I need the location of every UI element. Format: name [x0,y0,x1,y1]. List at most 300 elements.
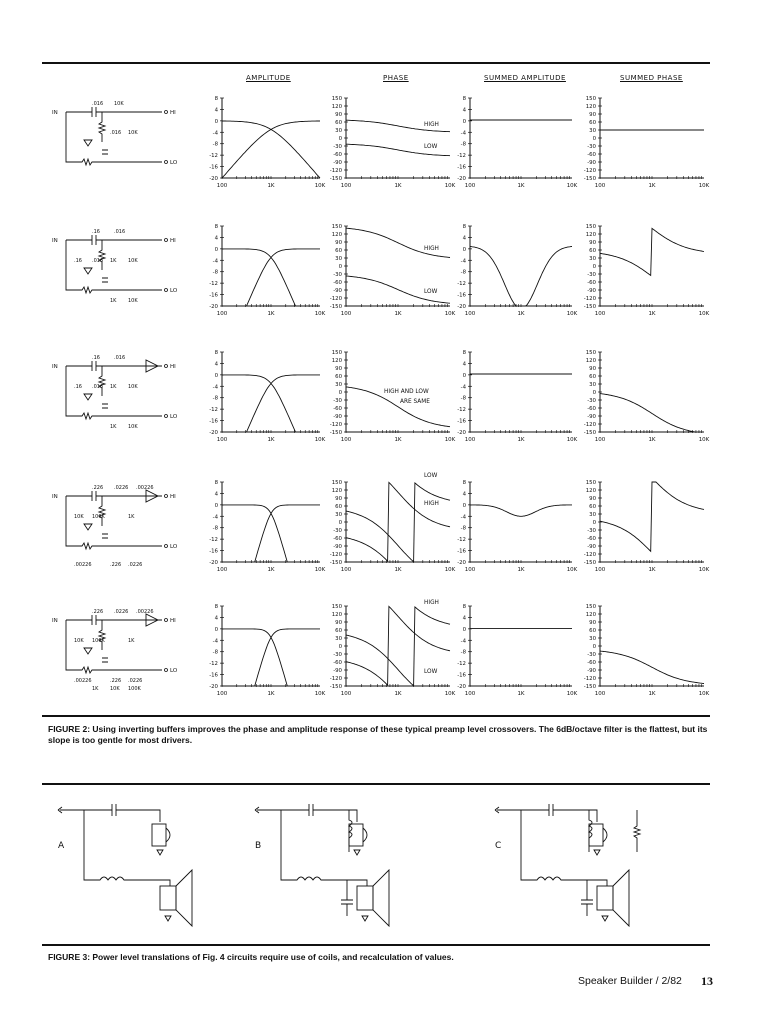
phase-3-ytick-label: -60 [333,406,342,412]
amplitude-3-ytick-label: -20 [209,430,218,436]
figure-3-tweeter-dome [166,828,170,842]
figure-3-label-c: C [495,841,502,851]
summed-phase-5-ytick-label: -30 [587,652,596,658]
figure-3-low-path [84,810,170,886]
summed-phase-4-ytick-label: -150 [583,560,596,566]
phase-low-label: LOW [424,473,438,479]
summed-phase-4-ytick-label: 60 [589,504,596,510]
crossover-schematic-2 [52,229,178,304]
schematic-part-value: 10K [128,298,138,304]
figure-3-low-path [281,810,367,886]
phase-2-ytick-label: -90 [333,288,342,294]
summed-phase-2-ytick-label: -150 [583,304,596,310]
schematic-part-value: 1K [128,638,135,644]
summed-amplitude-2-axes [470,226,572,306]
phase-1-ytick-label: -120 [329,168,342,174]
summed-amplitude-2-ytick-label: -16 [457,292,466,299]
phase-2-xtick-label: 100 [340,311,352,317]
summed-phase-5-ytick-label: 150 [585,604,596,610]
summed-phase-5-ytick-label: -120 [583,676,596,682]
schematic-part-value: .00226 [136,609,154,615]
figure-3-woofer-magnet [597,886,613,910]
summed-phase-1-ytick-label: 120 [585,104,596,110]
summed-phase-4-ytick-label: -90 [587,544,596,550]
phase-5-xtick-label: 10K [444,691,456,697]
summed-amplitude-2-ytick-label: -8 [460,269,466,276]
summed-amplitude-1-axes [470,98,572,178]
schematic-capacitor [102,658,108,662]
summed-amplitude-5-ytick-label: -16 [457,672,466,679]
summed-amplitude-4-ytick-label: 4 [462,491,466,498]
crossover-schematic-5 [52,609,178,692]
phase-2-ytick-label: -30 [333,272,342,278]
schematic-lo-label: LO [170,288,178,294]
figure-3-circuits [0,790,781,950]
amplitude-2-axes [222,226,320,306]
schematic-hi-terminal [165,365,168,368]
phase-2-xtick-label: 1K [394,311,402,317]
amplitude-5-ytick-label: -4 [212,638,218,645]
summed-phase-1-ytick-label: -120 [583,168,596,174]
schematic-input-label: IN [52,618,58,624]
schematic-part-value: .0226 [114,609,129,615]
figure-3-low-capacitor [341,880,353,916]
schematic-hi-label: HI [170,110,176,116]
crossover-schematic-4 [52,485,178,568]
amplitude-5-xtick-label: 10K [314,691,326,697]
summed-phase-1-ytick-label: 150 [585,96,596,102]
amplitude-1-ytick-label: -8 [212,141,218,148]
figure-3-circuit-a [58,804,192,926]
figure-3-label-b: B [255,841,262,851]
summed-phase-2-ytick-label: 90 [589,240,596,246]
summed-phase-2-ytick-label: -30 [587,272,596,278]
schematic-part-value: 1K [110,258,117,264]
summed-phase-3-ytick-label: -90 [587,414,596,420]
amplitude-2-xtick-label: 10K [314,311,326,317]
summed-amplitude-4-ytick-label: -8 [460,525,466,532]
schematic-resistor [99,620,105,650]
summed-amplitude-3-ytick-label: -20 [457,430,466,436]
summed-phase-1-xtick-label: 100 [594,183,606,189]
schematic-capacitor [102,278,108,282]
figure-3-input-wire [495,807,549,813]
summed-phase-1-ytick-label: -90 [587,160,596,166]
summed-amplitude-2-ytick-label: -12 [457,281,466,288]
summed-amplitude-4-ytick-label: -12 [457,537,466,544]
summed-amplitude-5-xtick-label: 10K [566,691,578,697]
schematic-hi-terminal [165,619,168,622]
schematic-lo-terminal [165,669,168,672]
summed-phase-4-ytick-label: -30 [587,528,596,534]
figure-3-input-wire [58,807,112,813]
summed-phase-5-ytick-label: 120 [585,612,596,618]
schematic-part-value: 1K [110,298,117,304]
phase-4-ytick-label: -90 [333,544,342,550]
amplitude-1-ytick-label: 4 [214,107,218,114]
crossover-schematic-3 [52,355,178,430]
summed-phase-4-ytick-label: 30 [589,512,596,518]
summed-amplitude-2-xtick-label: 100 [464,311,476,317]
summed-amplitude-5-ytick-label: 8 [462,604,466,610]
amplitude-1-axes [222,98,320,178]
amplitude-3-ytick-label: 0 [214,372,218,379]
summed-amplitude-5-ytick-label: -8 [460,649,466,656]
phase-2-ytick-label: 150 [331,224,342,230]
summed-amplitude-5-xtick-label: 100 [464,691,476,697]
phase-5-ytick-label: 150 [331,604,342,610]
summed-phase-4-ytick-label: -60 [587,536,596,542]
phase-3-ytick-label: -30 [333,398,342,404]
amplitude-4-ytick-label: 4 [214,491,218,498]
column-header-summed-amplitude: SUMMED AMPLITUDE [484,74,566,82]
summed-amplitude-5-xtick-label: 1K [517,691,525,697]
phase-4-ytick-label: -120 [329,552,342,558]
figure-3-capacitor [309,804,313,816]
summed-phase-curve [600,651,704,684]
summed-phase-2-ytick-label: -90 [587,288,596,294]
summed-amplitude-2-xtick-label: 10K [566,311,578,317]
summed-phase-5-ytick-label: -60 [587,660,596,666]
phase-3-ytick-label: -120 [329,422,342,428]
schematic-part-value: .00226 [74,678,92,684]
amplitude-4-ytick-label: -20 [209,560,218,566]
figure-3-tweeter-dome [603,828,607,842]
summed-phase-1-ytick-label: 60 [589,120,596,126]
phase-1-ytick-label: -90 [333,160,342,166]
phase-1-xtick-label: 100 [340,183,352,189]
phase-1-xtick-label: 1K [394,183,402,189]
graph-row-5 [52,600,710,697]
schematic-part-value: .016 [114,229,126,235]
amplitude-2-ytick-label: -4 [212,258,218,265]
amplitude-2-xtick-label: 1K [267,311,275,317]
footer-publication: Speaker Builder / 2/82 [578,975,682,987]
figure-3-low-capacitor [581,880,593,916]
summed-phase-1-ytick-label: -150 [583,176,596,182]
schematic-hi-label: HI [170,364,176,370]
amplitude-4-xtick-label: 100 [216,567,228,573]
schematic-part-value: .016 [92,384,104,390]
amplitude-5-xtick-label: 100 [216,691,228,697]
phase-low-label: LOW [424,289,438,295]
phase-4-ytick-label: -150 [329,560,342,566]
phase-5-xtick-label: 1K [394,691,402,697]
summed-phase-2-xtick-label: 10K [698,311,710,317]
summed-amplitude-4-ytick-label: 0 [462,502,466,509]
summed-amplitude-4-ytick-label: -20 [457,560,466,566]
schematic-low-branch [66,366,162,419]
graph-row-3 [52,350,710,443]
phase-5-xtick-label: 100 [340,691,352,697]
summed-phase-curve [600,228,704,275]
amplitude-highpass-curve [222,121,320,178]
schematic-part-value: .226 [92,485,104,491]
amplitude-3-ytick-label: 8 [214,350,218,356]
figure-3-woofer-cone [176,870,192,926]
phase-2-ytick-label: -120 [329,296,342,302]
summed-amplitude-3-xtick-label: 1K [517,437,525,443]
schematic-part-value: .00226 [136,485,154,491]
figure-3-caption-rule [42,944,710,946]
summed-amplitude-3-ytick-label: -12 [457,407,466,414]
summed-phase-2-xtick-label: 100 [594,311,606,317]
schematic-part-value: .016 [92,258,104,264]
amplitude-highpass-curve [222,375,320,432]
schematic-part-value: .226 [92,609,104,615]
phase-4-xtick-label: 100 [340,567,352,573]
figure-3-high-wire [116,810,160,822]
schematic-part-value: 10K [74,514,84,520]
amplitude-1-xtick-label: 1K [267,183,275,189]
schematic-part-value: .226 [110,562,122,568]
amplitude-highpass-curve [222,505,320,562]
phase-4-xtick-label: 1K [394,567,402,573]
summed-amplitude-2-ytick-label: 4 [462,235,466,242]
phase-3-xtick-label: 10K [444,437,456,443]
schematic-part-value: .00226 [74,562,92,568]
summed-amplitude-3-xtick-label: 10K [566,437,578,443]
schematic-resistor [99,496,105,526]
summed-amplitude-4-xtick-label: 100 [464,567,476,573]
schematic-resistor [99,366,105,396]
schematic-part-value: .16 [92,229,100,235]
phase-3-xtick-label: 100 [340,437,352,443]
schematic-part-value: 10K [128,384,138,390]
amplitude-5-ytick-label: -8 [212,649,218,656]
summed-amplitude-2-ytick-label: 0 [462,246,466,253]
schematic-capacitor [102,534,108,538]
summed-phase-3-ytick-label: -120 [583,422,596,428]
summed-phase-5-axes [600,606,704,686]
schematic-hi-terminal [165,239,168,242]
schematic-lo-terminal [165,545,168,548]
amplitude-3-ytick-label: -12 [209,407,218,414]
phase-3-ytick-label: -150 [329,430,342,436]
phase-3-ytick-label: -90 [333,414,342,420]
schematic-lo-terminal [165,161,168,164]
schematic-input-label: IN [52,364,58,370]
summed-phase-3-ytick-label: -150 [583,430,596,436]
figure-3-woofer-magnet [160,886,176,910]
amplitude-3-ytick-label: 4 [214,361,218,368]
amplitude-3-xtick-label: 1K [267,437,275,443]
phase-2-ytick-label: 60 [335,248,342,254]
figure-3-low-path [521,810,607,886]
amplitude-2-ytick-label: 4 [214,235,218,242]
phase-both-label-2: ARE SAME [400,399,430,405]
figure-3-capacitor [549,804,553,816]
summed-phase-4-ytick-label: -120 [583,552,596,558]
schematic-part-value: 100K [92,638,105,644]
summed-phase-3-xtick-label: 10K [698,437,710,443]
phase-4-ytick-label: 90 [335,496,342,502]
schematic-part-value: 10K [114,101,124,107]
amplitude-4-ytick-label: 8 [214,480,218,486]
schematic-capacitor [102,404,108,408]
summed-phase-5-ytick-label: -90 [587,668,596,674]
figure-3-top-rule [42,783,710,785]
amplitude-5-ytick-label: -16 [209,672,218,679]
schematic-part-value: .16 [74,258,82,264]
phase-1-ytick-label: -30 [333,144,342,150]
column-header-amplitude: AMPLITUDE [246,74,291,82]
figure-3-tweeter-box [152,824,166,846]
phase-5-ytick-label: 90 [335,620,342,626]
amplitude-2-ytick-label: -16 [209,292,218,299]
summed-amplitude-5-ytick-label: -4 [460,638,466,645]
summed-phase-curve [600,482,704,551]
schematic-part-value: 10K [128,258,138,264]
schematic-part-value: .0226 [128,678,143,684]
summed-phase-4-xtick-label: 100 [594,567,606,573]
summed-phase-2-ytick-label: -60 [587,280,596,286]
schematic-input-label: IN [52,110,58,116]
schematic-hi-terminal [165,495,168,498]
summed-amplitude-3-ytick-label: -8 [460,395,466,402]
amplitude-3-ytick-label: -16 [209,418,218,425]
schematic-part-value: 10K [74,638,84,644]
amplitude-3-xtick-label: 10K [314,437,326,443]
amplitude-1-ytick-label: -16 [209,164,218,171]
amplitude-5-axes [222,606,320,686]
phase-2-xtick-label: 10K [444,311,456,317]
phase-1-ytick-label: 60 [335,120,342,126]
amplitude-4-axes [222,482,320,562]
phase-5-ytick-label: 120 [331,612,342,618]
amplitude-3-ytick-label: -8 [212,395,218,402]
summed-phase-2-ytick-label: 0 [592,264,596,270]
summed-phase-2-ytick-label: 150 [585,224,596,230]
amplitude-highpass-curve [222,629,320,686]
summed-amplitude-curve [470,247,572,307]
amplitude-5-ytick-label: 4 [214,615,218,622]
phase-high-label: HIGH [424,122,439,128]
schematic-part-value: .0226 [114,485,129,491]
graph-row-4 [52,473,710,573]
figure-3-caption: FIGURE 3: Power level translations of Fig. 4 circuits require use of coils, and recalculation of values. [48,952,454,962]
summed-amplitude-5-axes [470,606,572,686]
summed-phase-1-ytick-label: 30 [589,128,596,134]
amplitude-5-xtick-label: 1K [267,691,275,697]
amplitude-4-ytick-label: -8 [212,525,218,532]
summed-amplitude-5-ytick-label: 4 [462,615,466,622]
phase-low-curve [346,482,450,561]
amplitude-5-ytick-label: 0 [214,626,218,633]
phase-3-ytick-label: 30 [335,382,342,388]
schematic-low-branch [66,496,162,549]
phase-3-ytick-label: 150 [331,350,342,356]
summed-amplitude-3-ytick-label: 8 [462,350,466,356]
column-header-phase: PHASE [383,74,409,82]
summed-amplitude-1-ytick-label: -8 [460,141,466,148]
schematic-ground [84,648,92,654]
figure-3-circuit-c [495,804,640,926]
amplitude-4-ytick-label: -16 [209,548,218,555]
figure-3-label-a: A [58,841,65,851]
column-header-summed-phase: SUMMED PHASE [620,74,683,82]
phase-5-ytick-label: -60 [333,660,342,666]
schematic-lo-label: LO [170,668,178,674]
schematic-capacitor [92,235,96,245]
summed-amplitude-4-xtick-label: 1K [517,567,525,573]
figure-3-circuit-b [255,804,389,926]
schematic-resistor [99,112,105,142]
amplitude-3-xtick-label: 100 [216,437,228,443]
schematic-lo-terminal [165,415,168,418]
summed-amplitude-1-ytick-label: 0 [462,118,466,125]
summed-phase-4-xtick-label: 1K [648,567,656,573]
amplitude-1-ytick-label: 8 [214,96,218,102]
phase-1-ytick-label: -60 [333,152,342,158]
schematic-lo-terminal [165,289,168,292]
amplitude-4-xtick-label: 1K [267,567,275,573]
summed-phase-3-ytick-label: 120 [585,358,596,364]
figure-3-tweeter-dome [363,828,367,842]
summed-amplitude-3-ytick-label: -4 [460,384,466,391]
summed-phase-1-axes [600,98,704,178]
phase-2-ytick-label: 90 [335,240,342,246]
schematic-low-branch [66,240,162,293]
summed-amplitude-2-xtick-label: 1K [517,311,525,317]
summed-phase-2-ytick-label: -120 [583,296,596,302]
amplitude-highpass-curve [222,249,320,306]
summed-phase-1-ytick-label: -60 [587,152,596,158]
schematic-part-value: .16 [92,355,100,361]
phase-high-label: HIGH [424,246,439,252]
schematic-input-label: IN [52,238,58,244]
phase-2-ytick-label: -60 [333,280,342,286]
summed-amplitude-4-ytick-label: -4 [460,514,466,521]
phase-4-ytick-label: 0 [338,520,342,526]
amplitude-1-ytick-label: 0 [214,118,218,125]
schematic-part-value: 100K [128,686,141,692]
summed-phase-3-ytick-label: 30 [589,382,596,388]
phase-3-ytick-label: 0 [338,390,342,396]
phase-1-ytick-label: 150 [331,96,342,102]
summed-phase-1-ytick-label: 0 [592,136,596,142]
summed-phase-3-ytick-label: 60 [589,374,596,380]
summed-phase-5-ytick-label: 0 [592,644,596,650]
summed-phase-4-ytick-label: 90 [589,496,596,502]
summed-phase-5-xtick-label: 1K [648,691,656,697]
summed-amplitude-4-ytick-label: 8 [462,480,466,486]
summed-phase-curve [600,394,704,432]
figure-3-high-resistor [634,810,640,852]
amplitude-1-xtick-label: 100 [216,183,228,189]
amplitude-2-ytick-label: 8 [214,224,218,230]
summed-phase-3-ytick-label: -30 [587,398,596,404]
schematic-part-value: 1K [110,384,117,390]
amplitude-1-xtick-label: 10K [314,183,326,189]
figure-3-woofer-cone [613,870,629,926]
phase-2-ytick-label: 120 [331,232,342,238]
phase-4-ytick-label: 120 [331,488,342,494]
summed-phase-4-ytick-label: 120 [585,488,596,494]
schematic-hi-terminal [165,111,168,114]
figure-2-caption: FIGURE 2: Using inverting buffers improves the phase and amplitude response of these typical preamp level crossovers. The 6dB/octave filter is the flattest, but its slope is too gentle for most drivers. [48,724,708,745]
schematic-part-value: 1K [128,514,135,520]
phase-high-label: HIGH [424,600,439,606]
summed-phase-2-ytick-label: 60 [589,248,596,254]
phase-3-ytick-label: 90 [335,366,342,372]
amplitude-5-ytick-label: -12 [209,661,218,668]
summed-phase-3-ytick-label: 150 [585,350,596,356]
summed-phase-3-ytick-label: 0 [592,390,596,396]
figure-3-woofer-cone [373,870,389,926]
schematic-ground [84,140,92,146]
summed-amplitude-3-axes [470,352,572,432]
